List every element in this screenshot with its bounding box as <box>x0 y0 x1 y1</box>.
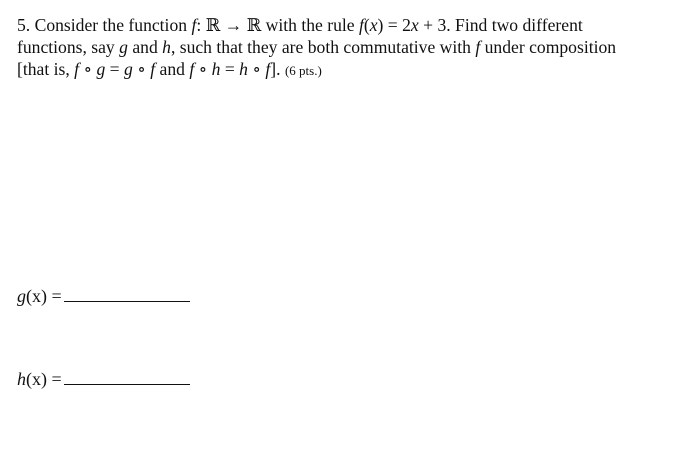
math-symbol: h <box>162 37 171 57</box>
problem-text: under composition <box>480 37 617 57</box>
math-symbol: x <box>369 15 378 35</box>
answer-g-label <box>17 286 62 307</box>
answer-g-row <box>17 286 190 307</box>
answer-g-blank[interactable] <box>64 300 190 302</box>
problem-text: and <box>127 37 163 57</box>
answer-label-text: (x) = <box>26 369 62 389</box>
problem-text: = <box>105 59 125 79</box>
math-symbol: g <box>17 286 26 306</box>
answer-h-label <box>17 369 62 390</box>
math-symbol: x <box>410 15 419 35</box>
problem-line-1 <box>17 14 667 36</box>
math-symbol: f <box>191 15 197 35</box>
math-expression: f ∘ g <box>74 59 106 79</box>
problem-statement <box>17 14 667 82</box>
answer-label-text: (x) = <box>26 286 62 306</box>
math-expression: h ∘ f <box>239 59 271 79</box>
problem-text: , such that they are both commutative with <box>170 37 476 57</box>
math-symbol: f <box>358 15 364 35</box>
math-symbol: f <box>475 37 481 57</box>
problem-line-2 <box>17 36 667 58</box>
problem-text: functions, say <box>17 37 120 57</box>
problem-text: ]. <box>270 59 285 79</box>
problem-text: and <box>155 59 190 79</box>
answer-h-row <box>17 369 190 390</box>
answer-h-blank[interactable] <box>64 383 190 385</box>
problem-text: ) = 2 <box>377 15 411 35</box>
problem-text: [that is, <box>17 59 75 79</box>
problem-text: ( <box>363 15 370 35</box>
math-expression: g ∘ f <box>124 59 156 79</box>
problem-line-3 <box>17 58 667 82</box>
problem-text: 5. Consider the function <box>17 15 192 35</box>
problem-text: = <box>220 59 240 79</box>
points-label: (6 pts.) <box>284 63 322 78</box>
math-expression: f ∘ h <box>189 59 221 79</box>
math-symbol: g <box>119 37 128 57</box>
problem-text: : ℝ → ℝ with the rule <box>196 15 359 35</box>
math-symbol: h <box>17 369 26 389</box>
problem-text: + 3. Find two different <box>418 15 583 35</box>
